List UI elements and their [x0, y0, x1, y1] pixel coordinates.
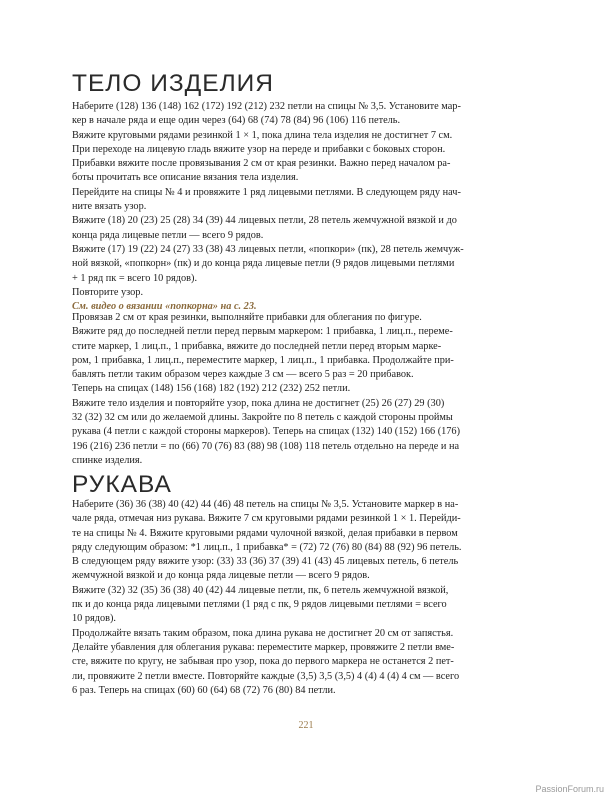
- page-number: 221: [298, 720, 314, 731]
- text-line: спинке изделия.: [72, 454, 143, 466]
- body-increases-instructions: [72, 311, 540, 468]
- text-line: Перейдите на спицы № 4 и провяжите 1 ряд лицевыми петлями. В следующем ряду нач-: [72, 186, 461, 198]
- text-line: Наберите (36) 36 (38) 40 (42) 44 (46) 48 петель на спицы № 3,5. Установите маркер в на-: [72, 499, 459, 510]
- text-line: пк и до конца ряда лицевыми петлями (1 ряд с пк, 9 рядов лицевыми петлями = всего: [72, 599, 447, 611]
- text-line: 32 (32) 32 см или до желаемой длины. Закройте по 8 петель с каждой стороны проймы: [72, 412, 453, 424]
- text-line: Теперь на спицах (148) 156 (168) 182 (192) 212 (232) 252 петли.: [72, 383, 351, 395]
- text-line: Вяжите (17) 19 (22) 24 (27) 33 (38) 43 лицевых петли, «попкори» (пк), 28 петель жемчуж-: [72, 243, 464, 255]
- text-line: Повторите узор.: [72, 286, 144, 298]
- text-line: 10 рядов).: [72, 613, 117, 625]
- text-line: кер в начале ряда и еще один через (64) 68 (74) 78 (84) 96 (106) 116 петель.: [72, 115, 401, 127]
- text-line: Прибавки вяжите после провязывания 2 см от края резинки. Важно перед началом ра-: [72, 158, 451, 170]
- text-line: 6 раз. Теперь на спицах (60) 60 (64) 68 (72) 76 (80) 84 петли.: [72, 684, 336, 696]
- watermark: PassionForum.ru: [535, 784, 604, 794]
- text-line: Вяжите тело изделия и повторяйте узор, пока длина не достигнет (25) 26 (27) 29 (30): [72, 397, 445, 409]
- text-line: Провязав 2 см от края резинки, выполняйте прибавки для облегания по фигуре.: [72, 312, 422, 323]
- text-line: те на спицы № 4. Вяжите круговыми рядами чулочной вязкой, делая прибавки в первом: [72, 527, 458, 539]
- text-line: боты прочитать все описание вязания тела изделия.: [72, 172, 299, 184]
- text-line: жемчужной вязкой и до конца ряда лицевые петли — всего 9 рядов.: [72, 570, 370, 582]
- sleeves-instructions: [72, 498, 540, 698]
- text-line: Вяжите (32) 32 (35) 36 (38) 40 (42) 44 лицевые петли, пк, 6 петель жемчужной вязкой,: [72, 584, 449, 596]
- text-line: стите маркер, 1 лиц.п., 1 прибавка, вяжите до последней петли перед вторым марке-: [72, 340, 442, 352]
- text-line: конца ряда лицевые петли — всего 9 рядов.: [72, 229, 264, 241]
- text-line: ной вязкой, «попкорн» (пк) и до конца ряда лицевые петли (9 рядов лицевыми петлями: [72, 258, 455, 270]
- text-line: При переходе на лицевую гладь вяжите узор на переде и прибавки с боковых сторон.: [72, 143, 446, 155]
- video-reference-link[interactable]: См. видео о вязании «попкорна» на с. 23.: [72, 301, 257, 313]
- text-line: чале ряда, отмечая низ рукава. Вяжите 7 см круговыми рядами резинкой 1 × 1. Перейди-: [72, 513, 461, 525]
- section-title-body: ТЕЛО ИЗДЕЛИЯ: [72, 70, 274, 97]
- text-line: Продолжайте вязать таким образом, пока длина рукава не достигнет 20 см от запястья.: [72, 627, 454, 639]
- text-line: Делайте убавления для облегания рукава: переместите маркер, провяжите 2 петли вме-: [72, 641, 455, 653]
- text-line: ните вязать узор.: [72, 201, 147, 213]
- text-line: сте, вяжите по кругу, не забывая про узор, пока до первого маркера не останется 2 пет-: [72, 656, 454, 668]
- text-line: ли, провяжите 2 петли вместе. Повторяйте каждые (3,5) 3,5 (3,5) 4 (4) 4 (4) 4 см — всего: [72, 670, 460, 682]
- text-line: рукава (4 петли с каждой стороны маркеров). Теперь на спицах (132) 140 (152) 166 (176): [72, 426, 461, 438]
- text-line: ряду следующим образом: *1 лиц.п., 1 прибавка* = (72) 72 (76) 80 (84) 88 (92) 96 петель.: [72, 541, 462, 553]
- body-instructions: [72, 100, 540, 314]
- text-line: В следующем ряду вяжите узор: (33) 33 (36) 37 (39) 41 (43) 45 лицевых петель, 6 петель: [72, 556, 459, 568]
- text-line: бавлять петли таким образом через каждые 3 см — всего 5 раз = 20 прибавок.: [72, 369, 414, 381]
- text-line: Вяжите ряд до последней петли перед первым маркером: 1 прибавка, 1 лиц.п., переме-: [72, 326, 453, 338]
- text-line: Вяжите круговыми рядами резинкой 1 × 1, пока длина тела изделия не достигнет 7 см.: [72, 129, 453, 141]
- text-line: + 1 ряд пк = всего 10 рядов).: [72, 272, 198, 284]
- section-title-sleeves: РУКАВА: [72, 471, 172, 498]
- text-line: ром, 1 прибавка, 1 лиц.п., переместите маркер, 1 лиц.п., 1 прибавка. Продолжайте при-: [72, 354, 454, 366]
- text-line: Наберите (128) 136 (148) 162 (172) 192 (212) 232 петли на спицы № 3,5. Установите мар-: [72, 101, 461, 112]
- text-line: 196 (216) 236 петли = по (66) 70 (76) 83 (88) 98 (108) 118 петель отдельно на переде и на: [72, 440, 460, 452]
- text-line: Вяжите (18) 20 (23) 25 (28) 34 (39) 44 лицевых петли, 28 петель жемчужной вязкой и до: [72, 215, 457, 227]
